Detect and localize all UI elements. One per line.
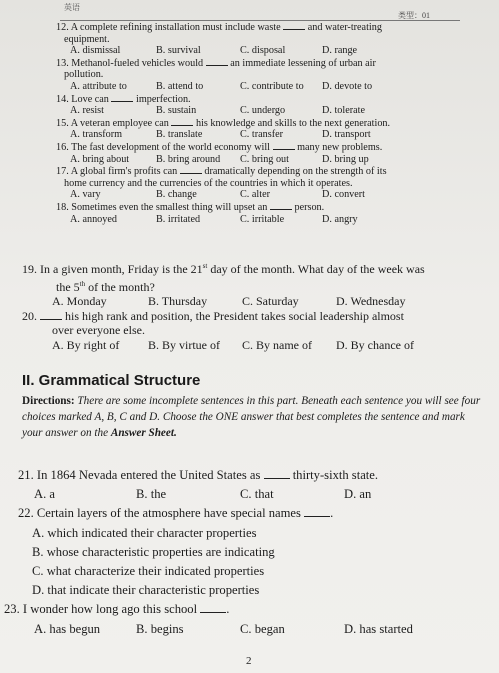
option-c: C. alter (240, 189, 270, 201)
question-number: 21. (18, 468, 34, 482)
question-text: Methanol-fueled vehicles would (71, 57, 204, 69)
option-c: C. undergo (240, 105, 286, 117)
question-20 (22, 309, 482, 353)
option-a: A. which indicated their character properties (32, 525, 257, 540)
option-b: B. change (156, 189, 197, 201)
option-a: A. attribute to (70, 80, 127, 92)
option-d: D. range (322, 45, 358, 57)
option-a: A. resist (70, 105, 104, 117)
option-d: D. tolerate (322, 105, 365, 117)
answer-blank (111, 93, 133, 102)
question-text: . (226, 602, 230, 617)
question-number: 22. (18, 506, 34, 521)
question-number: 14. (56, 93, 69, 105)
question-22 (18, 504, 488, 600)
option-d: D. bring up (322, 153, 369, 165)
option-b: B. sustain (156, 105, 197, 117)
option-b: B. begins (136, 621, 184, 636)
option-d: D. convert (322, 189, 365, 201)
question-text: home currency and the currencies of the countries in which it operates. (64, 177, 353, 189)
question-text: Love can (71, 93, 109, 105)
question-text: his high rank and position, the President takes social leadership almost (65, 308, 404, 323)
ordinal-suffix: st (202, 262, 208, 270)
option-a: A. has begun (34, 621, 101, 636)
question-text: the 5 (56, 279, 80, 294)
answer-blank (200, 602, 226, 613)
option-d: D. has started (344, 621, 413, 636)
option-a: A. annoyed (70, 213, 117, 225)
question-number: 17. (56, 166, 69, 178)
question-21 (18, 466, 488, 504)
question-number: 23. (4, 602, 20, 617)
answer-blank (180, 165, 202, 174)
question-16 (56, 141, 480, 165)
question-17 (56, 165, 480, 201)
question-13 (56, 57, 480, 93)
question-text: equipment. (64, 33, 110, 45)
answer-blank (40, 311, 62, 320)
question-number: 20. (22, 308, 37, 323)
option-b: B. whose characteristic properties are indicating (32, 544, 275, 559)
option-b: B. Thursday (148, 294, 208, 309)
grammar-questions (4, 466, 488, 639)
answer-blank (270, 201, 292, 210)
option-b: B. attend to (156, 80, 204, 92)
header-paper-type: 类型：01 (398, 11, 430, 20)
question-number: 18. (56, 201, 69, 213)
option-d: D. that indicate their characteristic properties (32, 583, 260, 598)
option-a: A. a (34, 487, 55, 502)
option-a: A. bring about (70, 153, 130, 165)
question-text: . (330, 506, 334, 521)
question-text: thirty-sixth state. (292, 468, 379, 482)
question-text: an immediate lessening of urban air (230, 57, 376, 69)
question-text: In 1864 Nevada entered the United States as (36, 468, 261, 482)
option-c: C. what characterize their indicated properties (32, 564, 265, 579)
question-text: The fast development of the world economy will (71, 141, 270, 153)
questions-19-20 (22, 259, 482, 353)
question-text: of the month? (85, 279, 155, 294)
section-title: II. Grammatical Structure (22, 372, 201, 389)
question-number: 19. (22, 262, 37, 276)
option-c: C. irritable (240, 213, 285, 225)
option-c: C. that (240, 487, 274, 502)
option-d: D. By chance of (336, 337, 414, 352)
option-a: A. dismissal (70, 45, 121, 57)
question-text: and water-treating (307, 22, 382, 33)
question-text: day of the month. What day of the week was (207, 262, 425, 276)
option-d: D. Wednesday (336, 294, 406, 309)
directions-text: There are some incomplete sentences in this part. Beneath each sentence you will see four choices marked A, B, C and D. Choose the ONE answer that best completes the sentence and mark your answer on the (22, 395, 481, 439)
answer-blank (206, 57, 228, 66)
question-text: Certain layers of the atmosphere have special names (36, 506, 301, 521)
question-text: person. (294, 201, 325, 213)
option-b: B. survival (156, 45, 201, 57)
question-text: many new problems. (297, 141, 383, 153)
option-b: B. bring around (156, 153, 221, 165)
answer-blank (283, 21, 305, 30)
option-c: C. began (240, 621, 285, 636)
question-text: pollution. (64, 69, 104, 81)
question-text: Sometimes even the smallest thing will upset an (71, 201, 268, 213)
question-23 (4, 600, 488, 638)
option-a: A. Monday (52, 294, 107, 309)
directions-label: Directions: (22, 395, 75, 407)
question-text: A complete refining installation must include waste (70, 22, 281, 33)
question-text: A global firm's profits can (70, 166, 178, 178)
option-c: C. contribute to (240, 80, 304, 92)
option-d: D. devote to (322, 80, 373, 92)
page-number: 2 (246, 655, 252, 667)
option-b: B. irritated (156, 213, 201, 225)
option-b: B. translate (156, 129, 203, 141)
option-d: D. an (344, 487, 372, 502)
answer-blank (171, 117, 193, 126)
question-14 (56, 93, 480, 117)
question-text: imperfection. (136, 93, 191, 105)
option-b: B. the (136, 487, 167, 502)
section-directions (22, 394, 482, 441)
answer-blank (273, 141, 295, 150)
question-text: In a given month, Friday is the 21 (40, 262, 203, 276)
question-text: his knowledge and skills to the next generation. (195, 117, 391, 129)
question-text: dramatically depending on the strength of its (204, 166, 387, 178)
option-a: A. By right of (52, 337, 120, 352)
option-c: C. By name of (242, 337, 312, 352)
question-number: 15. (56, 117, 69, 129)
option-a: A. transform (70, 129, 123, 141)
answer-blank (264, 468, 290, 479)
question-number: 12. (56, 22, 69, 33)
question-12 (56, 21, 480, 57)
question-text: I wonder how long ago this school (22, 602, 198, 617)
question-number: 13. (56, 57, 69, 69)
question-18 (56, 201, 480, 225)
option-c: C. transfer (240, 129, 283, 141)
question-number: 16. (56, 141, 69, 153)
option-c: C. disposal (240, 45, 286, 57)
ordinal-suffix: th (79, 279, 86, 288)
option-d: D. angry (322, 213, 358, 225)
option-b: B. By virtue of (148, 337, 220, 352)
vocabulary-questions (56, 21, 480, 225)
question-text: over everyone else. (52, 323, 145, 338)
answer-sheet-label: Answer Sheet. (110, 426, 177, 439)
question-15 (56, 117, 480, 141)
question-text: A veteran employee can (70, 117, 169, 129)
header-subject: 英语 (64, 3, 80, 12)
option-d: D. transport (322, 129, 371, 141)
option-c: C. bring out (240, 153, 289, 165)
option-c: C. Saturday (242, 294, 299, 309)
question-19 (22, 259, 482, 309)
option-a: A. vary (70, 189, 101, 201)
answer-blank (304, 506, 330, 517)
